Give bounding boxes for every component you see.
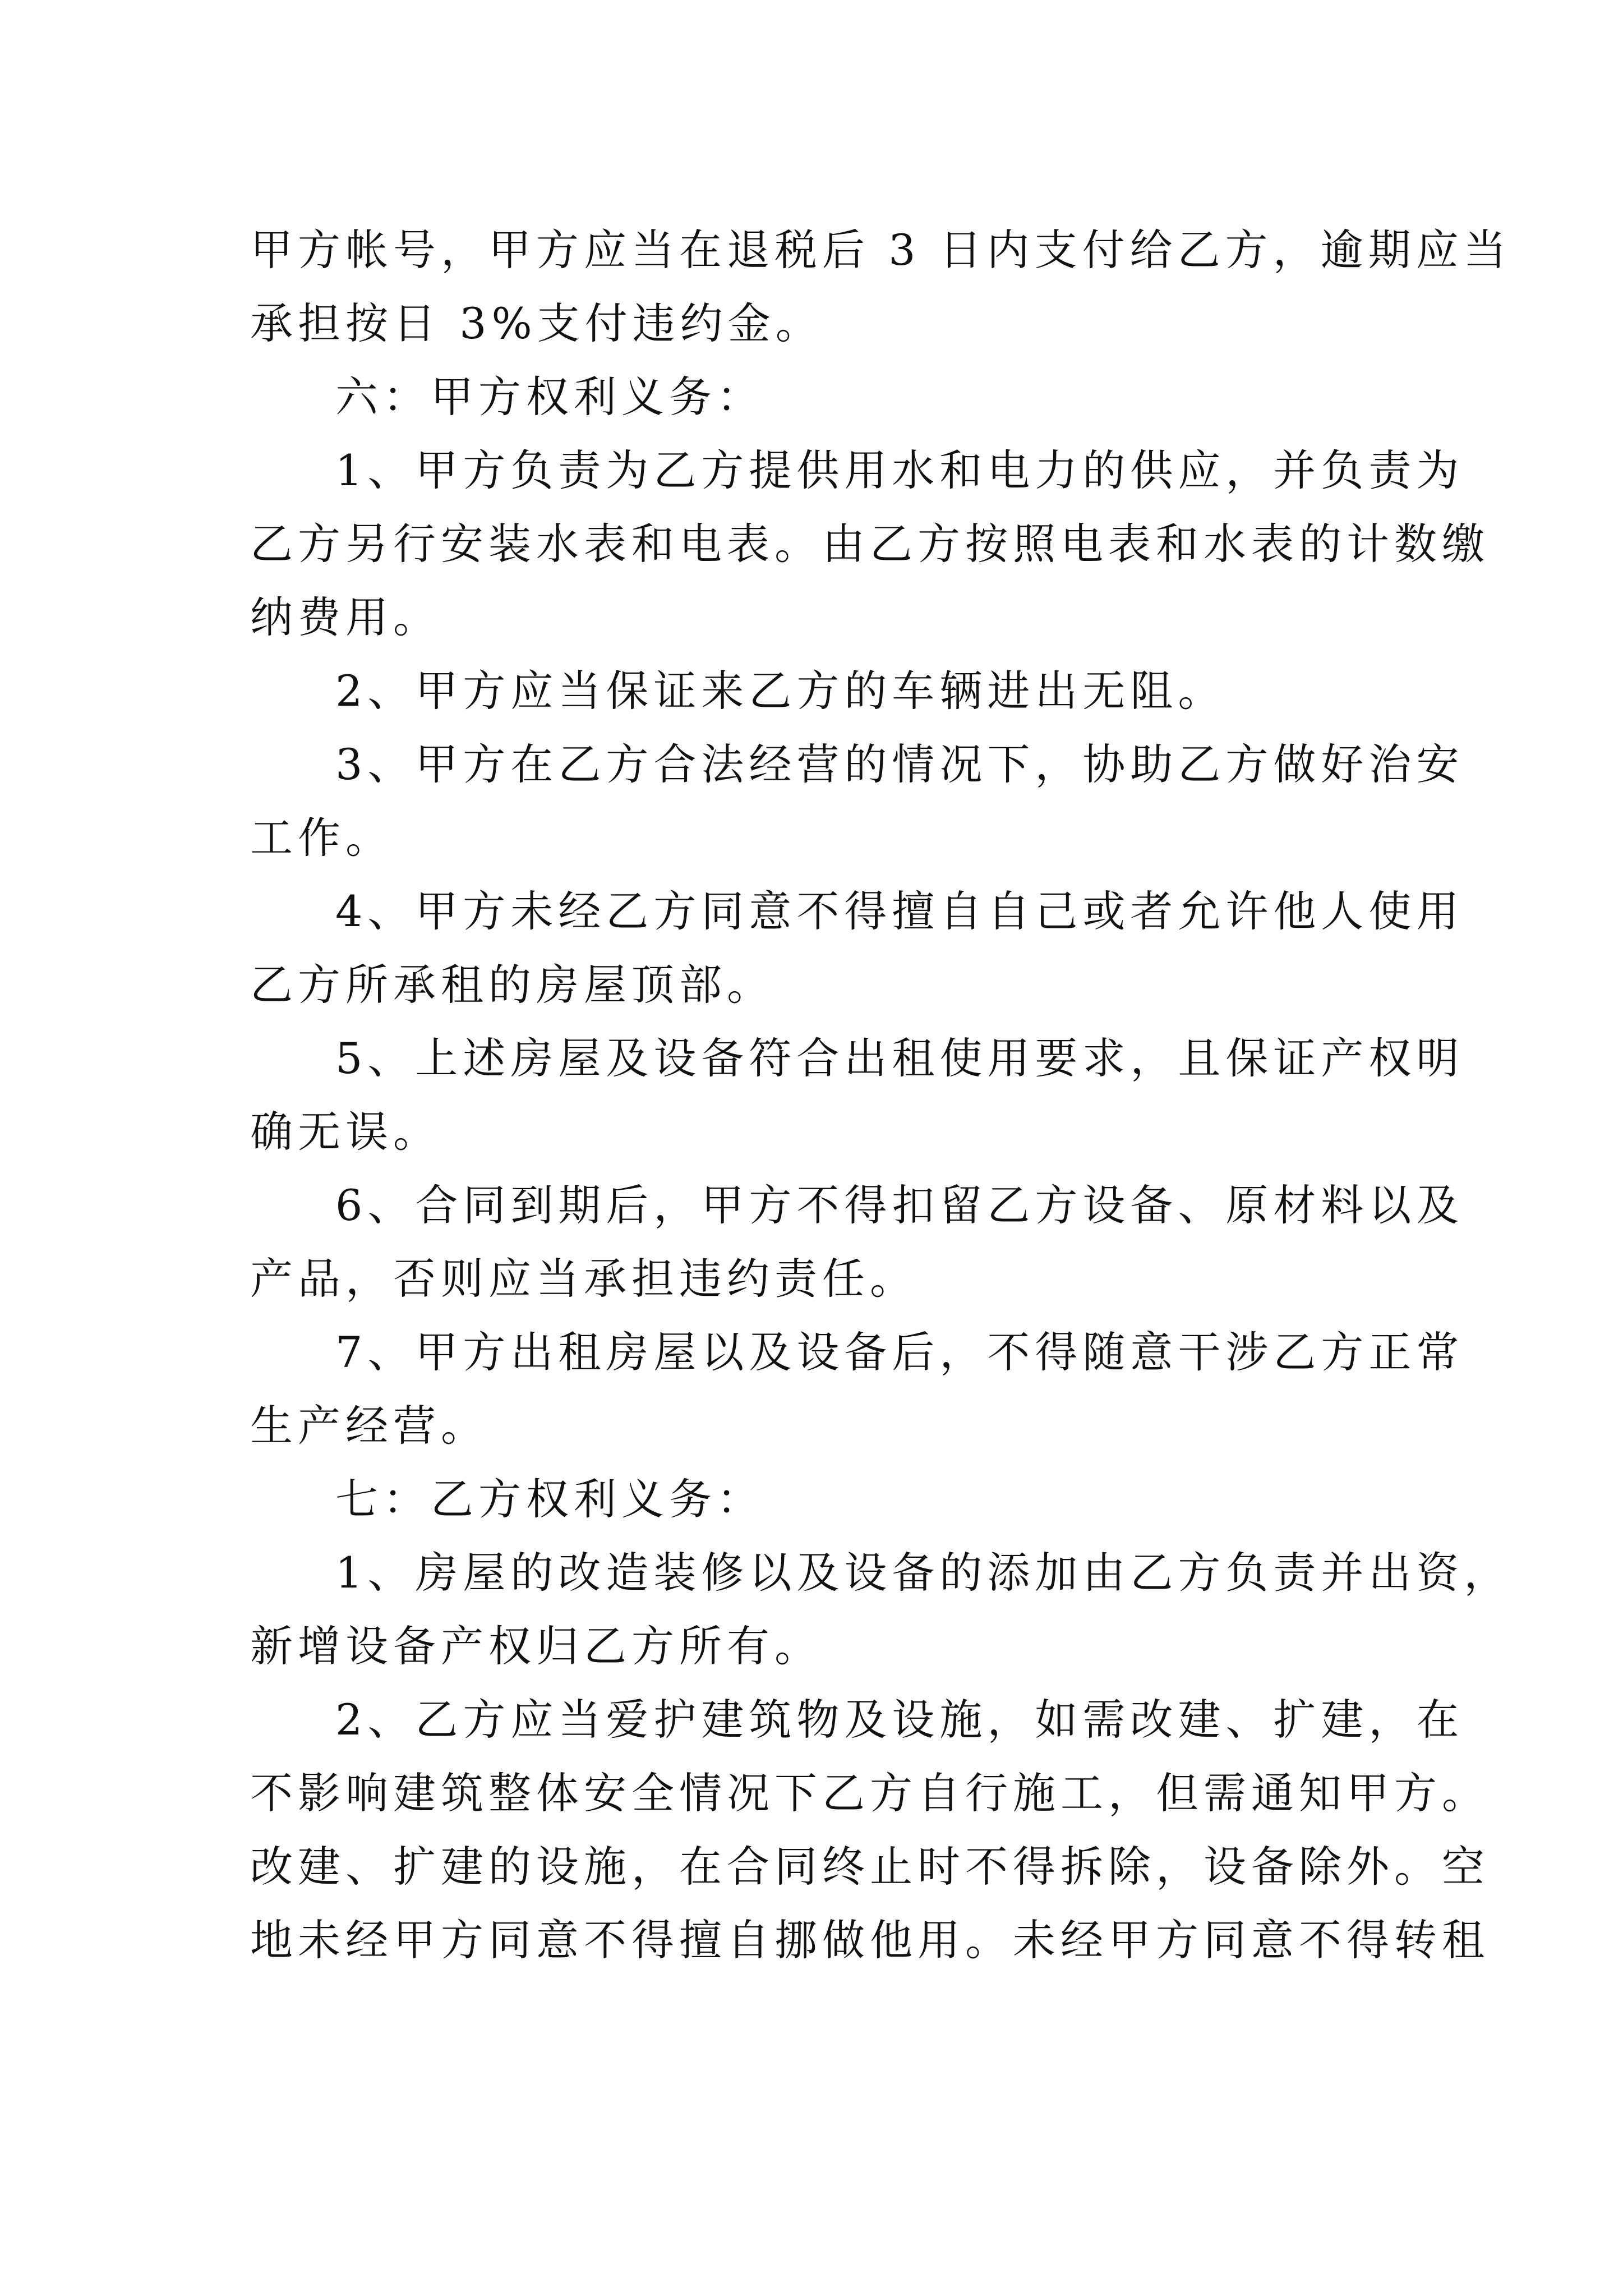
- text-line: 6、合同到期后，甲方不得扣留乙方设备、原材料以及: [335, 1180, 1464, 1230]
- text-line: 产品，否则应当承担违约责任。: [250, 1254, 917, 1304]
- text-line: 甲方帐号，甲方应当在退税后 3 日内支付给乙方，逾期应当: [250, 225, 1511, 275]
- section-heading: 七：乙方权利义务：: [335, 1474, 764, 1524]
- text-line: 1、甲方负责为乙方提供用水和电力的供应，并负责为: [335, 445, 1464, 495]
- text-line: 承担按日 3%支付违约金。: [250, 298, 823, 348]
- text-line: 乙方所承租的房屋顶部。: [250, 960, 774, 1010]
- text-line: 工作。: [250, 813, 393, 863]
- text-line: 确无误。: [250, 1107, 441, 1157]
- text-line: 新增设备产权归乙方所有。: [250, 1621, 822, 1671]
- document-body: [250, 213, 1512, 1977]
- text-line: 生产经营。: [250, 1401, 488, 1451]
- text-line: 7、甲方出租房屋以及设备后，不得随意干涉乙方正常: [335, 1327, 1464, 1377]
- text-line: 4、甲方未经乙方同意不得擅自自己或者允许他人使用: [335, 886, 1464, 936]
- text-line: 5、上述房屋及设备符合出租使用要求，且保证产权明: [335, 1033, 1464, 1083]
- text-line: 1、房屋的改造装修以及设备的添加由乙方负责并出资，: [335, 1548, 1512, 1598]
- text-line: 纳费用。: [250, 592, 441, 642]
- text-line: 乙方另行安装水表和电表。由乙方按照电表和水表的计数缴: [250, 519, 1490, 569]
- text-line: 3、甲方在乙方合法经营的情况下，协助乙方做好治安: [335, 739, 1464, 789]
- text-line: 改建、扩建的设施，在合同终止时不得拆除，设备除外。空: [250, 1842, 1490, 1892]
- text-line: 2、甲方应当保证来乙方的车辆进出无阻。: [335, 666, 1226, 716]
- section-heading: 六：甲方权利义务：: [335, 372, 764, 422]
- text-line: 不影响建筑整体安全情况下乙方自行施工，但需通知甲方。: [250, 1768, 1490, 1818]
- text-line: 2、乙方应当爱护建筑物及设施，如需改建、扩建，在: [335, 1695, 1464, 1745]
- text-line: 地未经甲方同意不得擅自挪做他用。未经甲方同意不得转租: [250, 1915, 1490, 1965]
